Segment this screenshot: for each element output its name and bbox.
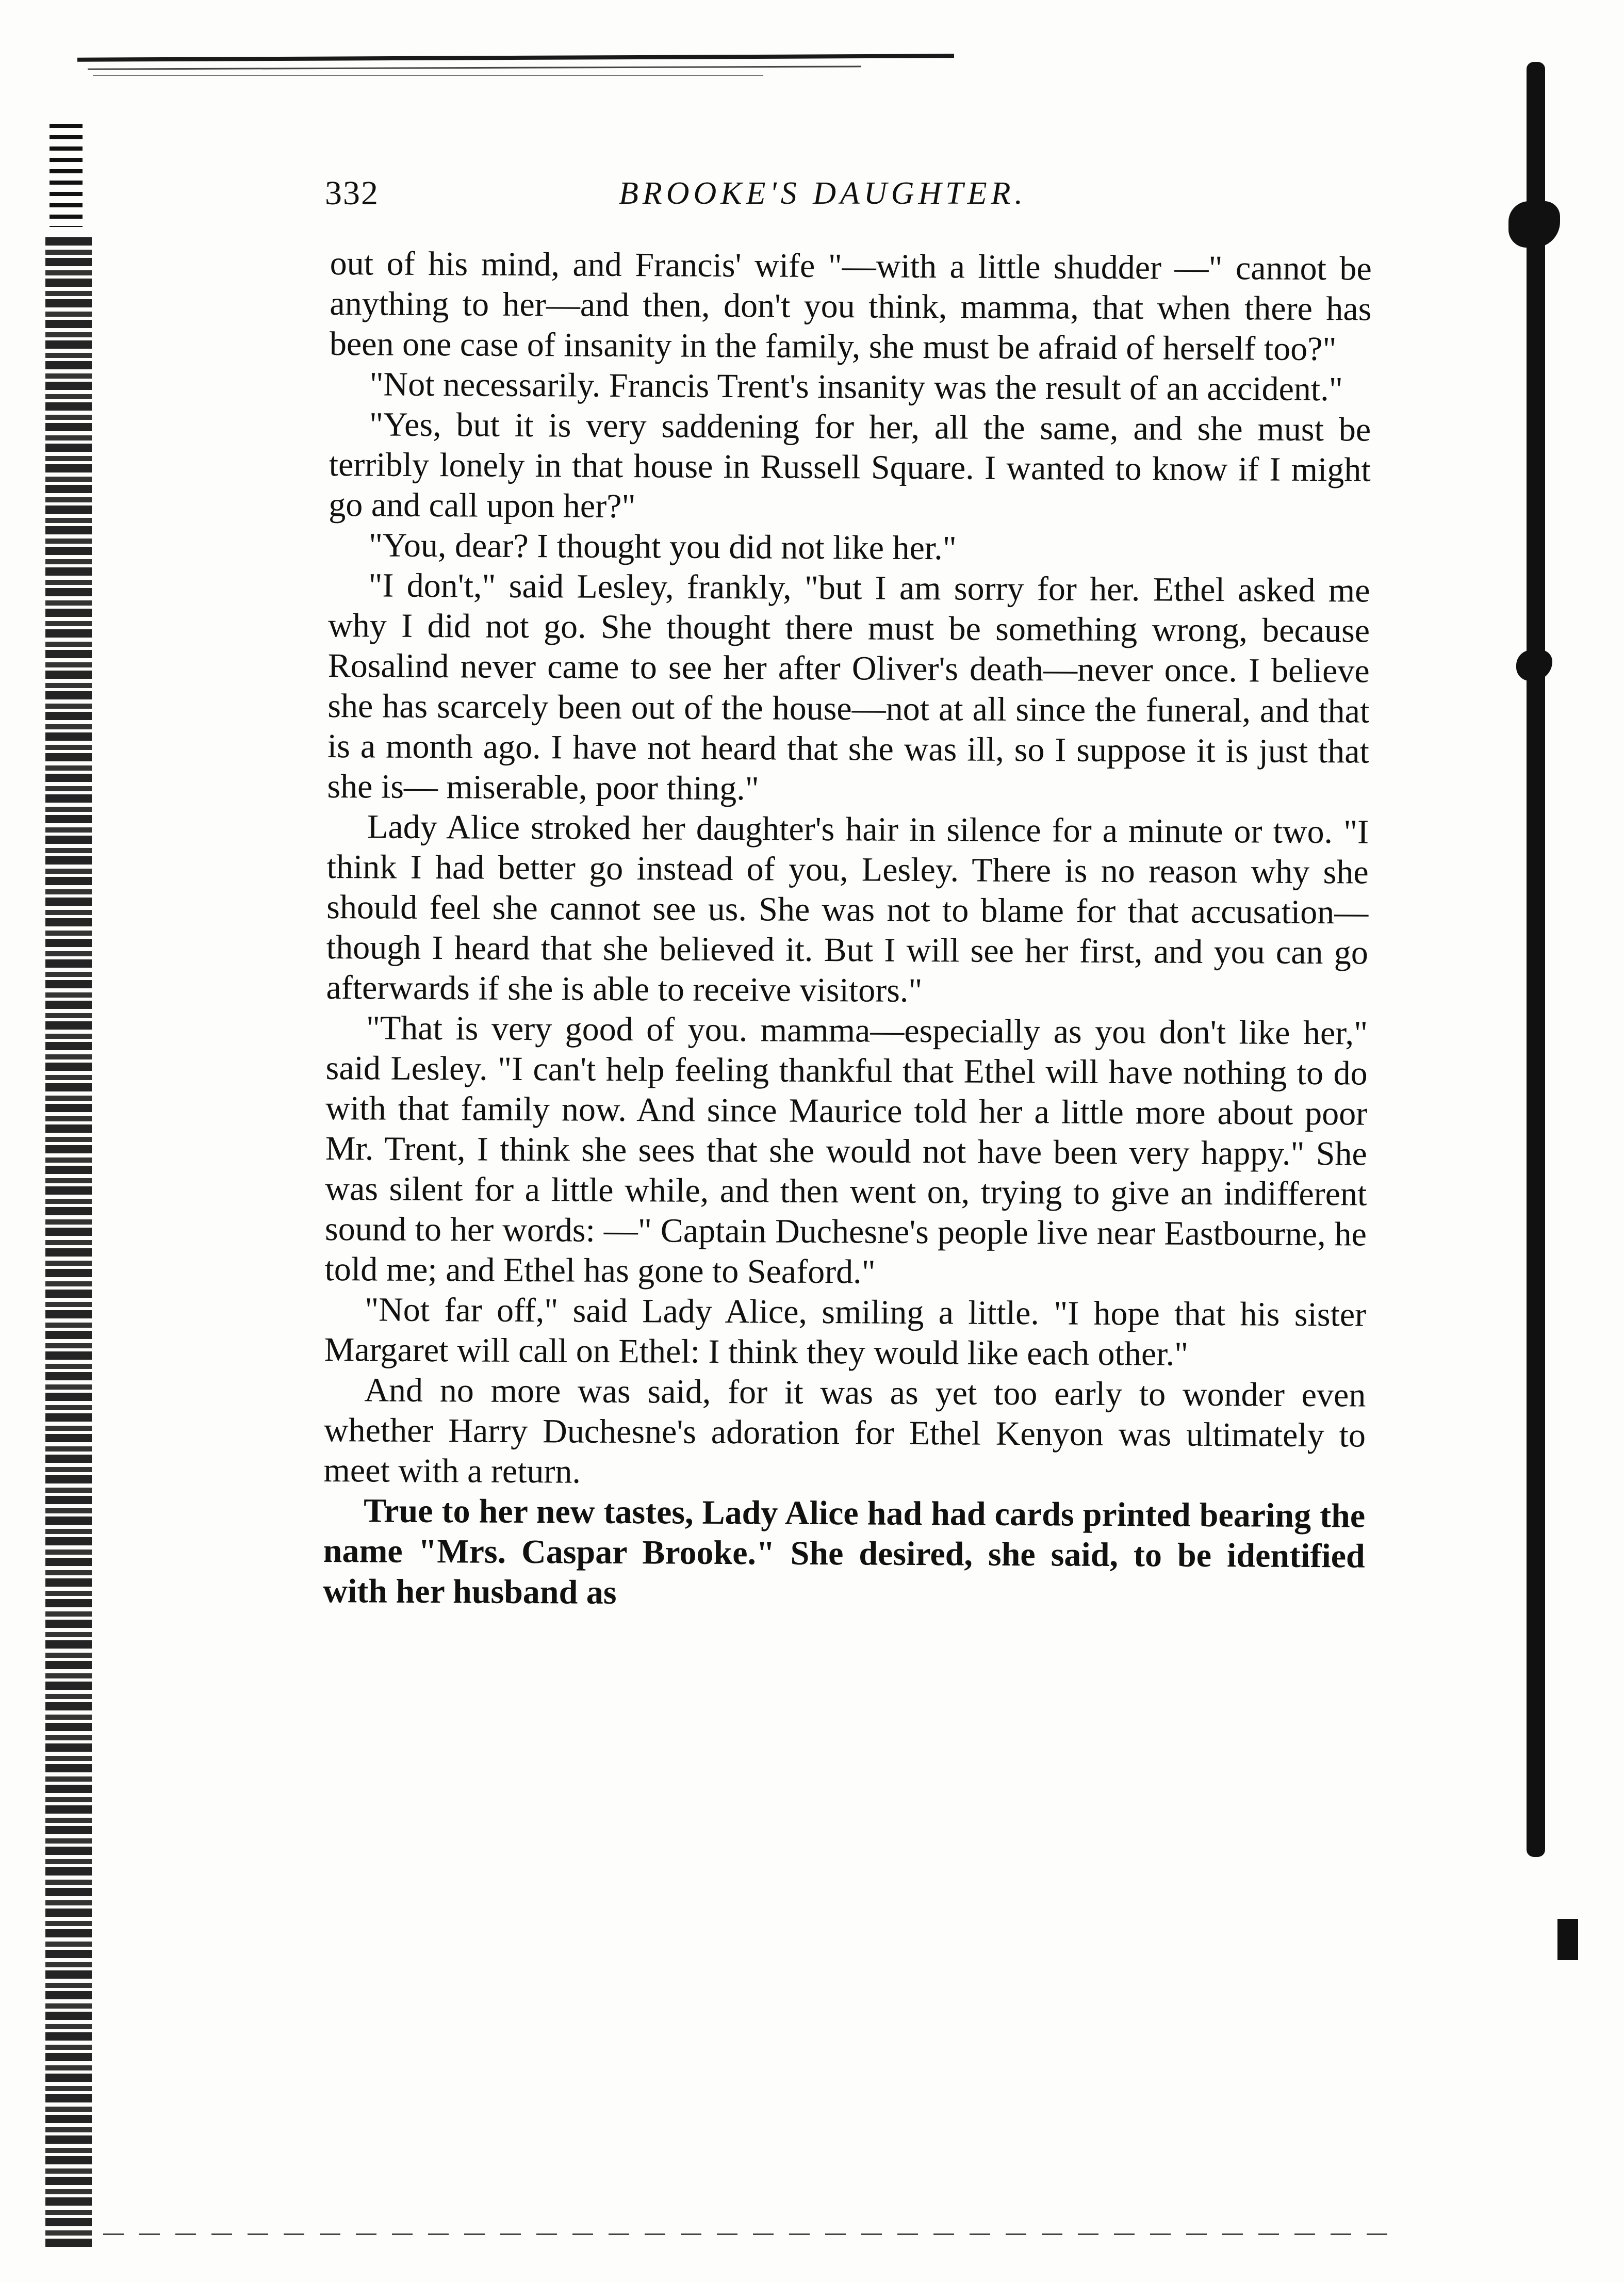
paragraph: "You, dear? I thought you did not like her." <box>368 526 957 567</box>
page-edge-shadow <box>50 124 83 227</box>
scan-edge-rule <box>77 54 954 61</box>
page-header <box>325 170 1408 227</box>
paragraph: "I don't," said Lesley, frankly, "but I am sorry for her. Ethel asked me why I did not go. She thought there must be something wrong, because Rosalind never came to see her after Oliver's death—never once. I believe she has scarcely been out of the house—not at all since the funeral, and that is a month ago. I have not heard that she was ill, so I suppose it is just that she is— miserable, poor thing." <box>327 566 1370 808</box>
binding-string <box>1527 62 1545 1857</box>
scan-edge-rule <box>103 2233 1392 2235</box>
binding-knot <box>1508 201 1560 248</box>
paragraph: Lady Alice stroked her daughter's hair in silence for a minute or two. "I think I had better go instead of you, Lesley. There is no reason why she should feel she cannot see us. She was not to blame for that accusation— though I heard that she believed it. But I will see her first, and you can go afterwards if she is able to receive visitors." <box>326 808 1369 1010</box>
binding-knot <box>1516 650 1552 681</box>
paragraph: "That is very good of you. mamma—especially as you don't like her," said Lesley. "I can't help feeling thankful that Ethel will have nothing to do with that family now. And since Maurice told her a little more about poor Mr. Trent, I think she sees that she would not have been very happy." She was silent for a little while, and then went on, trying to give an indifferent sound to her words: —" Captain Duchesne's people live near Eastbourne, he told me; and Ethel has gone to Seaford." <box>324 1009 1368 1291</box>
page-number: 332 <box>325 174 379 212</box>
scan-mark <box>1557 1919 1578 1960</box>
paragraph: And no more was said, for it was as yet too early to wonder even whether Harry Duchesne's adoration for Ethel Kenyon was ultimately to meet with a return. <box>323 1371 1366 1491</box>
scan-edge-rule <box>88 66 861 70</box>
paragraph: True to her new tastes, Lady Alice had had cards printed bearing the name "Mrs. Caspar Brooke." She desired, she said, to be identified with her husband as <box>323 1492 1366 1611</box>
paragraph: out of his mind, and Francis' wife "—with a little shudder —" cannot be anything to her—and then, don't you think, mamma, that when there has been one case of insanity in the family, she must be afraid of herself too?" <box>329 244 1372 368</box>
running-head: BROOKE'S DAUGHTER. <box>619 176 1027 211</box>
body-text <box>323 243 1372 1617</box>
scan-edge-rule <box>93 75 763 76</box>
paragraph: "Not far off," said Lady Alice, smiling a little. "I hope that his sister Margaret will call on Ethel: I think they would like each other." <box>324 1291 1367 1373</box>
paragraph: "Yes, but it is very saddening for her, all the same, and she must be terribly lonely in that house in Russell Square. I wanted to know if I might go and call upon her?" <box>329 405 1371 526</box>
page-edge-shadow <box>45 237 92 2249</box>
paragraph: "Not necessarily. Francis Trent's insanity was the result of an accident." <box>369 365 1343 409</box>
